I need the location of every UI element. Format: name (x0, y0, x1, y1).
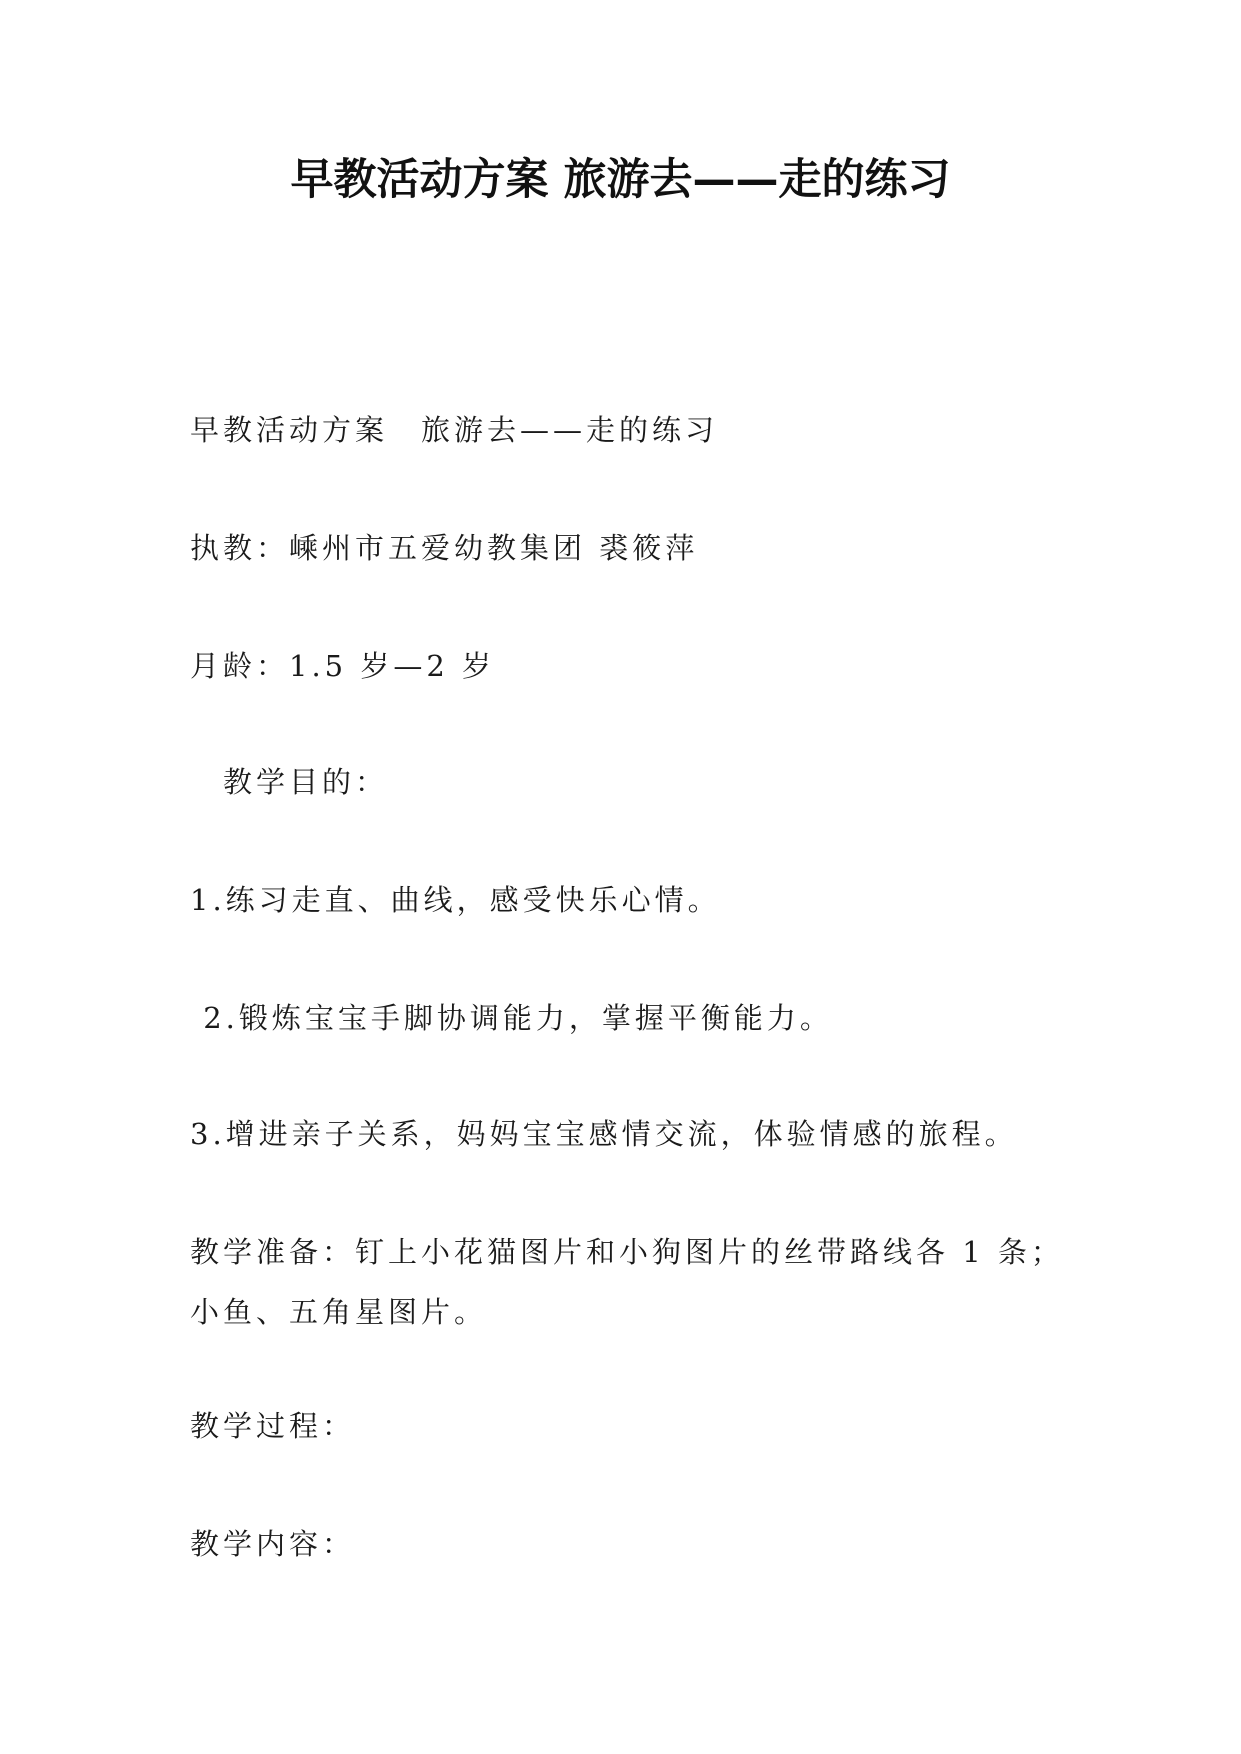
paragraph-goal-1: 1.练习走直、曲线，感受快乐心情。 (190, 883, 721, 917)
paragraph-goal-3: 3.增进亲子关系，妈妈宝宝感情交流，体验情感的旅程。 (190, 1117, 1018, 1151)
paragraph-content-heading: 教学内容： (190, 1527, 356, 1561)
paragraph-preparation: 教学准备：钉上小花猫图片和小狗图片的丝带路线各 1 条；小鱼、五角星图片。 (190, 1235, 1064, 1329)
paragraph-subtitle: 早教活动方案 旅游去——走的练习 (190, 413, 719, 447)
document-title: 早教活动方案 旅游去——走的练习 (290, 155, 951, 205)
paragraph-age: 月龄：1.5 岁—2 岁 (190, 649, 496, 683)
paragraph-teacher: 执教：嵊州市五爱幼教集团 裘筱萍 (190, 531, 699, 565)
paragraph-process-heading: 教学过程： (190, 1409, 356, 1443)
paragraph-goals-heading: 教学目的： (190, 765, 389, 799)
paragraph-goal-2: 2.锻炼宝宝手脚协调能力，掌握平衡能力。 (190, 1001, 833, 1035)
